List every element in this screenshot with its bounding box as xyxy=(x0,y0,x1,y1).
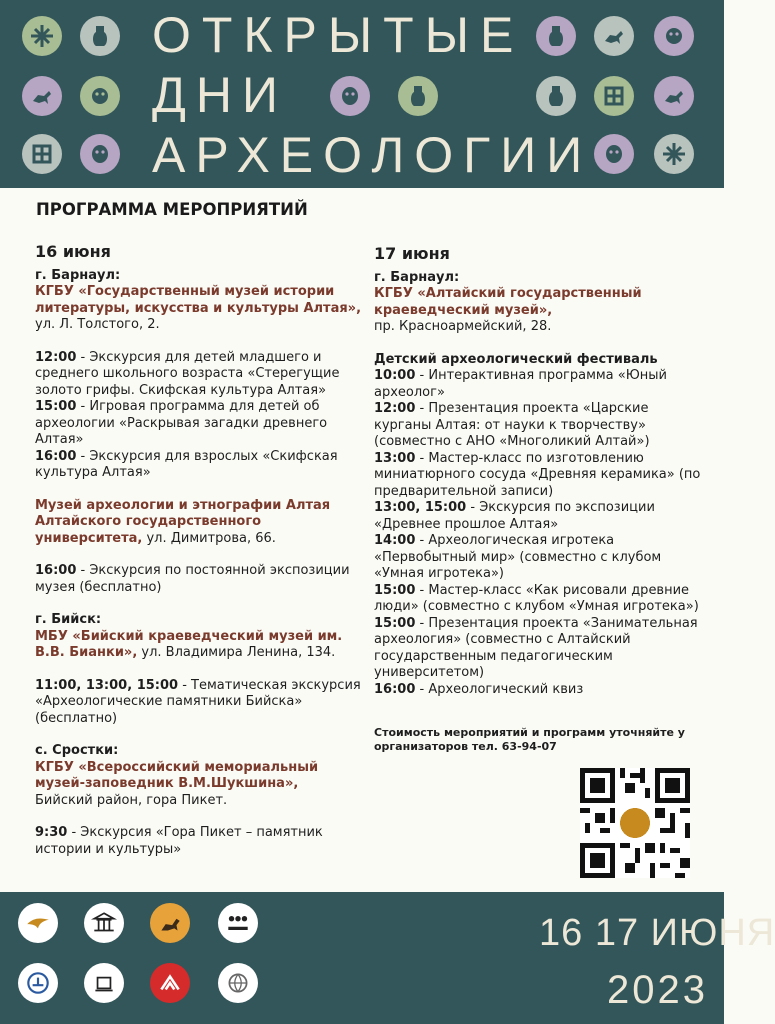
day2-barnaul-city: г. Барнаул: xyxy=(374,269,460,285)
festival-title: Детский археологический фестиваль xyxy=(374,351,658,367)
title-line-2: ДНИ xyxy=(152,67,288,123)
cross-ornament-icon xyxy=(29,23,55,49)
people-logo-icon xyxy=(224,909,252,937)
qr-code-icon xyxy=(580,768,690,878)
event-item xyxy=(374,401,704,451)
event-item xyxy=(374,682,704,699)
event-time: 16:00 xyxy=(35,563,77,578)
partner-logo[interactable] xyxy=(84,963,124,1003)
event-item xyxy=(35,678,365,728)
event-item xyxy=(35,825,365,858)
event-text: - Археологический квиз xyxy=(415,681,584,697)
event-text: - Экскурсия по постоянной экспозиции музея (бесплатно) xyxy=(35,563,350,595)
museum2-name: Музей археологии и этнографии Алтая Алтайского государственного университета, xyxy=(35,497,331,546)
museum3-block xyxy=(35,629,365,662)
event-text: - Экскурсия для детей младшего и среднего школьного возраста «Стерегущие золото грифы. Скифская культура Алтая» xyxy=(35,349,340,398)
ornament-medal xyxy=(594,16,634,56)
globe-logo-icon xyxy=(224,969,252,997)
event-time: 12:00 xyxy=(35,349,77,365)
ornament-medal xyxy=(654,76,694,116)
museum4-name: КГБУ «Всероссийский мемориальный музей-заповедник В.М.Шукшина», xyxy=(35,759,319,791)
event-text: - Экскурсия для взрослых «Скифская культура Алтая» xyxy=(35,448,338,480)
event-item xyxy=(35,449,365,482)
ornament-medal xyxy=(654,16,694,56)
cross-ornament-icon xyxy=(661,141,687,167)
museum2-address: ул. Димитрова, 66. xyxy=(142,530,276,546)
program-title: ПРОГРАММА МЕРОПРИЯТИЙ xyxy=(36,200,308,219)
header-band xyxy=(0,0,724,188)
event-time: 13:00 xyxy=(374,450,416,466)
title-line-3: АРХЕОЛОГИИ xyxy=(152,127,593,183)
partner-logo[interactable] xyxy=(18,903,58,943)
event-time: 15:00 xyxy=(374,582,416,598)
event-item xyxy=(35,350,365,400)
ornament-medal xyxy=(80,76,120,116)
museum3-name: МБУ «Бийский краеведческий музей им. В.В. Бианки», xyxy=(35,628,343,660)
event-time: 12:00 xyxy=(374,401,416,416)
ornament-medal xyxy=(594,134,634,174)
partner-logo[interactable] xyxy=(84,903,124,943)
museum3-address: ул. Владимира Ленина, 134. xyxy=(137,645,336,660)
event-time: 9:30 xyxy=(35,825,68,840)
event-time: 15:00 xyxy=(374,615,416,631)
day2-museum-name: КГБУ «Алтайский государственный краеведческий музей», xyxy=(374,286,642,318)
title-line-1: ОТКРЫТЫЕ xyxy=(152,7,525,63)
event-time: 13:00, 15:00 xyxy=(374,500,467,515)
poster-title xyxy=(152,7,593,190)
partner-logo[interactable] xyxy=(150,963,190,1003)
event-text: - Археологическая игротека «Первобытный мир» (совместно с клубом «Умная игротека») xyxy=(374,533,662,581)
museum1-name: КГБУ «Государственный музей истории литературы, искусства и культуры Алтая», xyxy=(35,284,362,316)
bird-logo-icon xyxy=(24,909,52,937)
event-item xyxy=(35,563,365,596)
museum1-address: ул. Л. Толстого, 2. xyxy=(35,317,160,332)
mask-icon xyxy=(601,141,627,167)
partner-logo[interactable] xyxy=(18,963,58,1003)
event-text: - Мастер-класс по изготовлению миниатюрного сосуда «Древняя керамика» (по предварительной записи) xyxy=(374,450,701,499)
event-time: 15:00 xyxy=(35,399,77,414)
partner-logo[interactable] xyxy=(150,903,190,943)
sun-face-icon xyxy=(87,83,113,109)
event-item xyxy=(374,451,704,501)
qr-code[interactable] xyxy=(580,768,690,878)
event-item xyxy=(374,533,704,583)
ornament-medal xyxy=(80,134,120,174)
ornament-medal xyxy=(594,76,634,116)
event-text: - Презентация проекта «Занимательная археология» (совместно с Алтайский государственным педагогическим университетом) xyxy=(374,615,698,680)
day1-date: 16 июня xyxy=(35,242,111,261)
cost-note: Стоимость мероприятий и программ уточняйте у организаторов тел. 63-94-07 xyxy=(374,726,685,753)
sun-face-icon xyxy=(661,23,687,49)
event-item xyxy=(374,500,704,533)
university-logo-icon xyxy=(24,969,52,997)
partner-logo[interactable] xyxy=(218,903,258,943)
day2-date: 17 июня xyxy=(374,244,450,263)
event-time: 11:00, 13:00, 15:00 xyxy=(35,677,179,693)
deer-logo-icon xyxy=(156,909,184,937)
event-text: - Тематическая экскурсия «Археологические памятники Бийска» (бесплатно) xyxy=(35,677,361,726)
ornament-medal xyxy=(22,16,62,56)
event-time: 16:00 xyxy=(374,681,416,697)
event-text: - Игровая программа для детей об археологии «Раскрывая загадки древнего Алтая» xyxy=(35,399,328,447)
day2-museum-address: пр. Красноармейский, 28. xyxy=(374,319,552,334)
event-time: 16:00 xyxy=(35,448,77,464)
event-time: 14:00 xyxy=(374,533,416,548)
event-text: - Интерактивная программа «Юный археолог» xyxy=(374,368,667,400)
vessel-icon xyxy=(87,23,113,49)
day1-srostki-city: с. Сростки: xyxy=(35,743,119,758)
partner-logo[interactable] xyxy=(218,963,258,1003)
event-item xyxy=(35,399,365,449)
footer-dates: 16 17 ИЮНЯ xyxy=(539,912,775,954)
event-item xyxy=(374,583,704,616)
ministry-logo-icon xyxy=(90,909,118,937)
day1-biysk-city: г. Бийск: xyxy=(35,612,102,627)
ornament-medal xyxy=(80,16,120,56)
event-text: - Экскурсия «Гора Пикет – памятник истории и культуры» xyxy=(35,825,323,857)
day2-column xyxy=(374,246,704,698)
footer-year: 2023 xyxy=(607,968,708,1012)
museum-logo-icon xyxy=(90,969,118,997)
day1-column xyxy=(35,244,365,858)
ornament-medal xyxy=(654,134,694,174)
grid-ornament-icon xyxy=(29,141,55,167)
event-text: - Экскурсия по экспозиции «Древнее прошлое Алтая» xyxy=(374,500,655,532)
museum4-address: Бийский район, гора Пикет. xyxy=(35,792,228,808)
event-item xyxy=(374,616,704,682)
ornament-medal xyxy=(22,76,62,116)
ornament-medal xyxy=(22,134,62,174)
museum2-block xyxy=(35,498,365,548)
deer-icon xyxy=(661,83,687,109)
event-text: - Мастер-класс «Как рисовали древние люди» (совместно с клубом «Умная игротека») xyxy=(374,582,699,614)
event-item xyxy=(374,368,704,401)
day1-barnaul-city: г. Барнаул: xyxy=(35,267,121,283)
event-time: 10:00 xyxy=(374,368,416,383)
mask-icon xyxy=(87,141,113,167)
arrow-logo-icon xyxy=(156,969,184,997)
grid-ornament-icon xyxy=(601,83,627,109)
event-text: - Презентация проекта «Царские курганы Алтая: от науки к творчеству» (совместно с АНО «Многоликий Алтай») xyxy=(374,401,650,449)
deer-icon xyxy=(29,83,55,109)
deer-icon xyxy=(601,23,627,49)
museum1-block xyxy=(35,284,365,334)
